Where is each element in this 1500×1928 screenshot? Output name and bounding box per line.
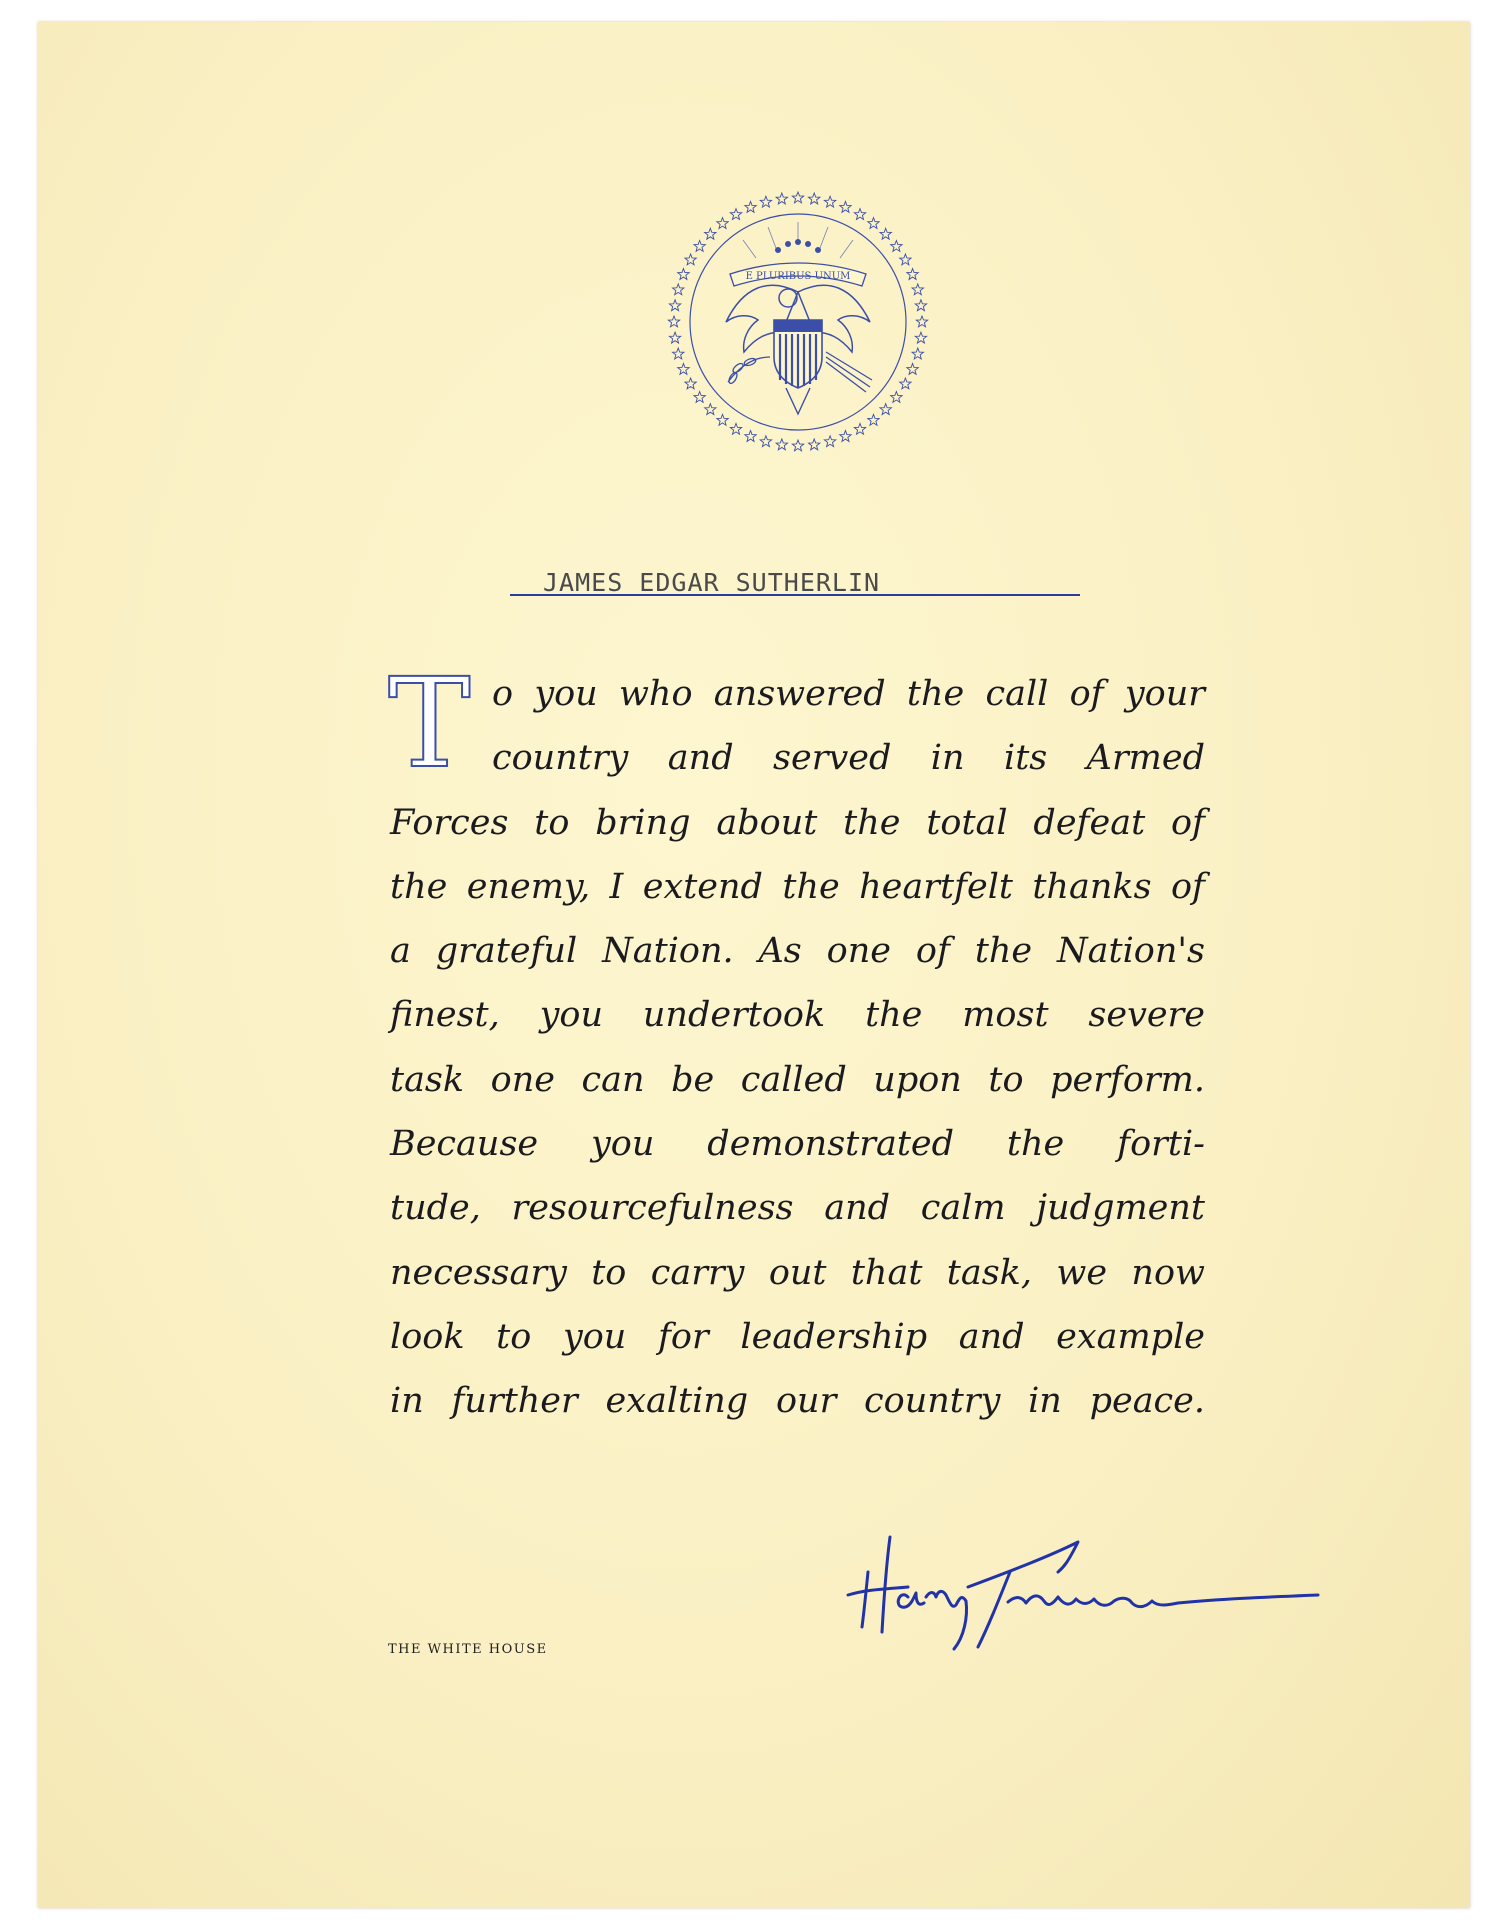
seal-star-icon [880,404,891,415]
seal-star-icon [792,192,803,203]
message-body [388,652,1205,1434]
seal-star-icon [792,440,803,451]
message-line: finest, you undertook the most severe [390,995,1205,1036]
message-line: a grateful Nation. As one of the Nation's [390,931,1205,972]
seal-star-icon [808,193,819,204]
seal-tail-icon [786,388,810,414]
seal-star-icon [717,218,728,229]
seal-star-icon [915,332,926,343]
message-line: the enemy, I extend the heartfelt thanks of [390,866,1205,907]
seal-star-icon [840,201,851,212]
seal-star-icon [880,228,891,239]
message-line: o you who answered the call of your [492,674,1205,714]
seal-star-icon [824,196,835,207]
seal-star-icon [685,254,696,265]
seal-star-icon [694,241,705,252]
seal-star-icon [745,431,756,442]
seal-star-icon [868,414,879,425]
recipient-name: JAMES EDGAR SUTHERLIN [543,568,881,597]
seal-star-icon [891,241,902,252]
seal-star-icon [824,436,835,447]
seal-star-icon [868,218,879,229]
seal-star-icon [673,348,684,359]
seal-star-icon [907,269,918,280]
seal-star-icon [717,414,728,425]
seal-star-icon [854,423,865,434]
seal-star-icon [694,391,705,402]
seal-star-icon [891,391,902,402]
seal-star-icon [678,269,689,280]
seal-star-icon [668,316,679,327]
message-line: country and served in its Armed [492,738,1205,779]
message-line: Forces to bring about the total defeat of [390,802,1205,843]
seal-olive-branch-icon [727,357,770,385]
seal-eagle-head-icon [779,289,797,307]
seal-star-icon [776,439,787,450]
message-line: task one can be called upon to perform. [390,1059,1205,1100]
certificate-paper [38,22,1470,1908]
message-line: Because you demonstrated the forti- [390,1124,1205,1165]
message-line: look to you for leadership and example [390,1316,1205,1357]
seal-star-icon [900,254,911,265]
seal-star-icon [730,209,741,220]
seal-star-icon [916,316,927,327]
presidential-seal [658,182,938,462]
seal-motto: E PLURIBUS UNUM [745,271,851,282]
seal-star-icon [900,378,911,389]
seal-star-icon [705,228,716,239]
seal-star-icon [854,209,865,220]
seal-star-icon [685,378,696,389]
seal-star-icon [705,404,716,415]
seal-star-icon [912,348,923,359]
seal-star-icon [912,284,923,295]
seal-star-cluster-icon [775,239,821,253]
seal-shield-stripes-icon [780,334,816,387]
message-line: in further exalting our country in peace. [390,1381,1205,1422]
message-line: necessary to carry out that task, we now [390,1252,1205,1293]
drop-cap: T [388,652,471,796]
seal-star-icon [678,363,689,374]
seal-star-icon [915,300,926,311]
seal-star-icon [745,201,756,212]
message-line: tude, resourcefulness and calm judgment [390,1188,1205,1229]
seal-star-icon [669,300,680,311]
seal-star-icon [760,436,771,447]
seal-star-icon [760,196,771,207]
seal-star-icon [840,431,851,442]
signature [838,1477,1338,1652]
seal-star-icon [907,363,918,374]
seal-star-icon [673,284,684,295]
seal-star-icon [730,423,741,434]
seal-star-icon [808,439,819,450]
footer-white-house: THE WHITE HOUSE [388,1642,548,1657]
seal-arrows-icon [826,352,872,392]
seal-star-icon [776,193,787,204]
seal-star-icon [669,332,680,343]
